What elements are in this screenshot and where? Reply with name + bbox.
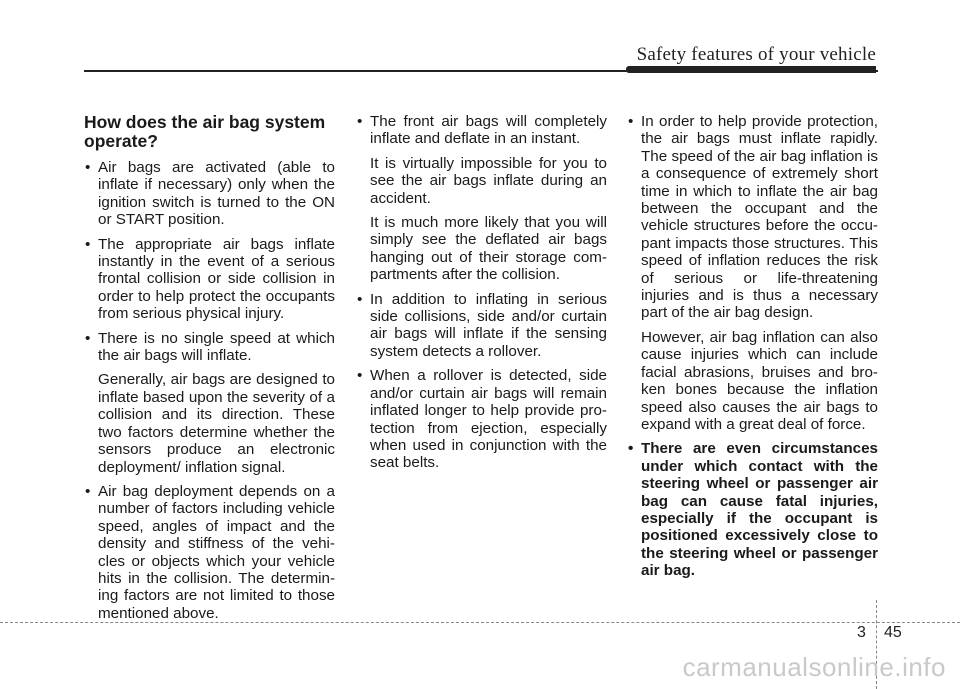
bullet-icon: • xyxy=(357,113,363,130)
section-heading: How does the air bag system operate? xyxy=(84,112,326,151)
bullet-item: • When a rollover is detected, side and/or curtain air bags will remain inflated longer to help provide pro-tection from ejection, especially when used in conjunction with the seat belts. xyxy=(357,367,607,472)
bullet-subparagraph: It is much more likely that you will simply see the deflated air bags hanging out of their storage com-partments after the collision. xyxy=(370,214,607,284)
bullet-icon: • xyxy=(628,440,634,458)
bullet-item: • The front air bags will completely inflate and deflate in an instant. xyxy=(357,113,607,148)
bullet-subparagraph: Generally, air bags are designed to inflate based upon the severity of a collision and its direction. These two factors determine whether the sensors produce an electronic deployment/ inflation signal. xyxy=(98,371,335,476)
column-3 xyxy=(627,113,878,587)
header-accent-bar xyxy=(626,66,876,73)
watermark: carmanualsonline.info xyxy=(682,652,946,682)
chapter-number: 3 xyxy=(857,624,866,641)
bullet-icon: • xyxy=(85,329,91,347)
bullet-icon: • xyxy=(357,290,363,308)
bullet-item: • Air bag deployment depends on a number of factors including vehicle speed, angles of impact and the density and stiffness of the vehi-cles or objects which your vehicle hits in the collision. The determin-ing factors are not limited to those mentioned above. xyxy=(85,482,335,622)
bullet-item: • The appropriate air bags inflate instantly in the event of a serious frontal collision or side collision in order to help protect the occupants from serious physical injury. xyxy=(85,235,335,323)
bullet-icon: • xyxy=(85,159,91,176)
bullet-item: • In order to help provide protection, the air bags must inflate rapidly. The speed of the air bag inflation is a consequence of extremely short time in which to inflate the air bag between the occupant and the vehicle structures before the occu-pant impacts those structures. This speed of inflation reduces the risk of serious or life-threatening injuries and is thus a necessary part of the air bag design. xyxy=(628,113,878,322)
bullet-item: • Air bags are activated (able to inflate if necessary) only when the ignition switch is turned to the ON or START position. xyxy=(85,159,335,229)
bullet-icon: • xyxy=(85,482,91,500)
bullet-item: • In addition to inflating in serious side collisions, side and/or curtain air bags will inflate if the sensing system detects a rollover. xyxy=(357,290,607,360)
warning-bullet-item: • There are even circumstances under which contact with the steering wheel or passenger air bag can cause fatal injuries, especially if the occupant is positioned excessively close to the steering wheel or passenger air bag. xyxy=(628,440,878,580)
bullet-icon: • xyxy=(357,367,363,385)
bullet-subparagraph: It is virtually impossible for you to see the air bags inflate during an accident. xyxy=(370,154,607,207)
bullet-item: • There is no single speed at which the air bags will inflate. xyxy=(85,329,335,365)
footer-dashed-rule xyxy=(0,622,960,623)
bullet-icon: • xyxy=(85,235,91,253)
page-number: 45 xyxy=(884,624,902,641)
column-1 xyxy=(84,113,335,629)
bullet-subparagraph: However, air bag inflation can also cause injuries which can include facial abrasions, bruises and bro-ken bones because the inflation speed also causes the air bags to expand with a great deal of force. xyxy=(641,328,878,433)
column-2 xyxy=(356,113,607,479)
bullet-icon: • xyxy=(628,113,634,130)
running-header: Safety features of your vehicle xyxy=(636,44,876,65)
